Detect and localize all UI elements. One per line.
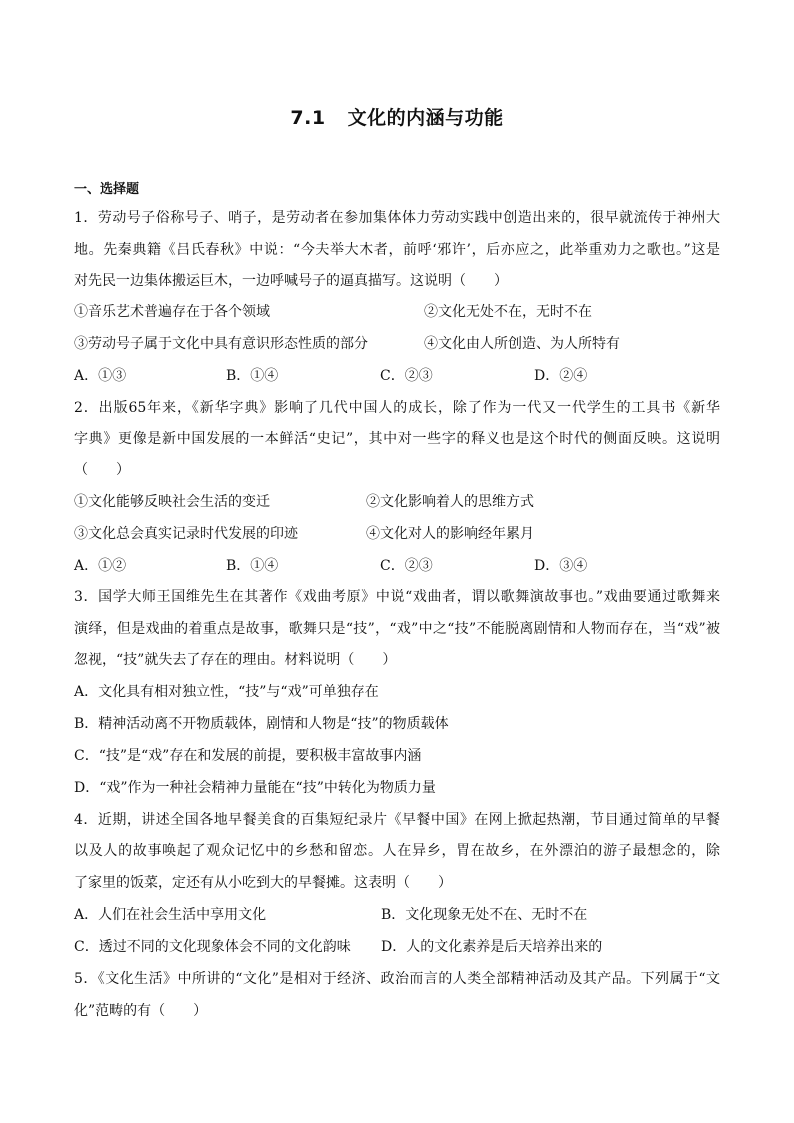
q1-option-a[interactable]: A．①③ — [74, 368, 127, 384]
q4-line-1: 4．近期，讲述全国各地早餐美食的百集短纪录片《早餐中国》在网上掀起热潮，节目通过简单的早餐 — [74, 812, 720, 828]
q1-option-c[interactable]: C．②③ — [380, 368, 433, 384]
q2-statement-2: ②文化影响着人的思维方式 — [366, 494, 534, 510]
q1-statement-4: ④文化由人所创造、为人所特有 — [424, 336, 620, 352]
q2-option-b[interactable]: B．①④ — [226, 558, 279, 574]
q1-option-d[interactable]: D．②④ — [534, 368, 588, 384]
q2-option-d[interactable]: D．③④ — [534, 558, 588, 574]
q1-line-3: 对先民一边集体搬运巨木，一边呼喊号子的逼真描写。这说明（ ） — [74, 273, 508, 289]
q2-option-c[interactable]: C．②③ — [380, 558, 433, 574]
q1-option-b[interactable]: B．①④ — [226, 368, 279, 384]
q1-line-1: 1．劳动号子俗称号子、哨子，是劳动者在参加集体体力劳动实践中创造出来的，很早就流传于神州大 — [74, 210, 720, 226]
q2-option-a[interactable]: A．①② — [74, 558, 127, 574]
q2-statement-1: ①文化能够反映社会生活的变迁 — [74, 494, 270, 510]
q1-statement-2: ②文化无处不在，无时不在 — [424, 304, 592, 320]
q4-line-3: 了家里的饭菜，定还有从小吃到大的早餐摊。这表明（ ） — [74, 875, 452, 891]
q3-option-a[interactable]: A．文化具有相对独立性，“技”与“戏”可单独存在 — [74, 684, 379, 700]
section-heading: 一、选择题 — [74, 182, 140, 197]
title-text: 文化的内涵与功能 — [347, 107, 504, 129]
q4-option-d[interactable]: D．人的文化素养是后天培养出来的 — [381, 939, 603, 955]
q3-option-c[interactable]: C．“技”是“戏”存在和发展的前提，要积极丰富故事内涵 — [74, 748, 422, 764]
q1-statement-1: ①音乐艺术普遍存在于各个领域 — [74, 304, 270, 320]
q3-line-1: 3．国学大师王国维先生在其著作《戏曲考原》中说“戏曲者，谓以歌舞演故事也。”戏曲要通过歌舞来 — [74, 589, 720, 605]
q2-statement-3: ③文化总会真实记录时代发展的印迹 — [74, 526, 298, 542]
q2-line-3: （ ） — [74, 462, 130, 478]
q1-line-2: 地。先秦典籍《吕氏春秋》中说：“今夫举大木者，前呼‘邪许’，后亦应之，此举重劝力之歌也。”这是 — [74, 242, 720, 258]
q4-option-b[interactable]: B．文化现象无处不在、无时不在 — [381, 907, 588, 923]
q5-line-1: 5．《文化生活》中所讲的“文化”是相对于经济、政治而言的人类全部精神活动及其产品。下列属于“文 — [74, 971, 720, 987]
q4-option-c[interactable]: C．透过不同的文化现象体会不同的文化韵味 — [74, 939, 351, 955]
page-title — [0, 103, 794, 130]
q4-line-2: 以及人的故事唤起了观众记忆中的乡愁和留恋。人在异乡，胃在故乡，在外漂泊的游子最想念的，除 — [74, 843, 720, 859]
q3-option-d[interactable]: D．“戏”作为一种社会精神力量能在“技”中转化为物质力量 — [74, 780, 436, 796]
q2-line-2: 字典》更像是新中国发展的一本鲜活“史记”，其中对一些字的释义也是这个时代的侧面反映。这说明 — [74, 431, 720, 447]
q5-line-2: 化”范畴的有（ ） — [74, 1003, 208, 1019]
q3-line-3: 忽视，“技”就失去了存在的理由。材料说明（ ） — [74, 652, 397, 668]
q3-option-b[interactable]: B．精神活动离不开物质载体，剧情和人物是“技”的物质载体 — [74, 716, 449, 732]
q4-option-a[interactable]: A．人们在社会生活中享用文化 — [74, 907, 267, 923]
q2-line-1: 2．出版65年来，《新华字典》影响了几代中国人的成长，除了作为一代又一代学生的工具书《新华 — [74, 400, 720, 416]
q2-statement-4: ④文化对人的影响经年累月 — [366, 526, 534, 542]
q3-line-2: 演绎，但是戏曲的着重点是故事，歌舞只是“技”，“戏”中之“技”不能脱离剧情和人物而存在，当“戏”被 — [74, 621, 720, 637]
q1-statement-3: ③劳动号子属于文化中具有意识形态性质的部分 — [74, 336, 368, 352]
title-number: 7.1 — [290, 107, 326, 129]
